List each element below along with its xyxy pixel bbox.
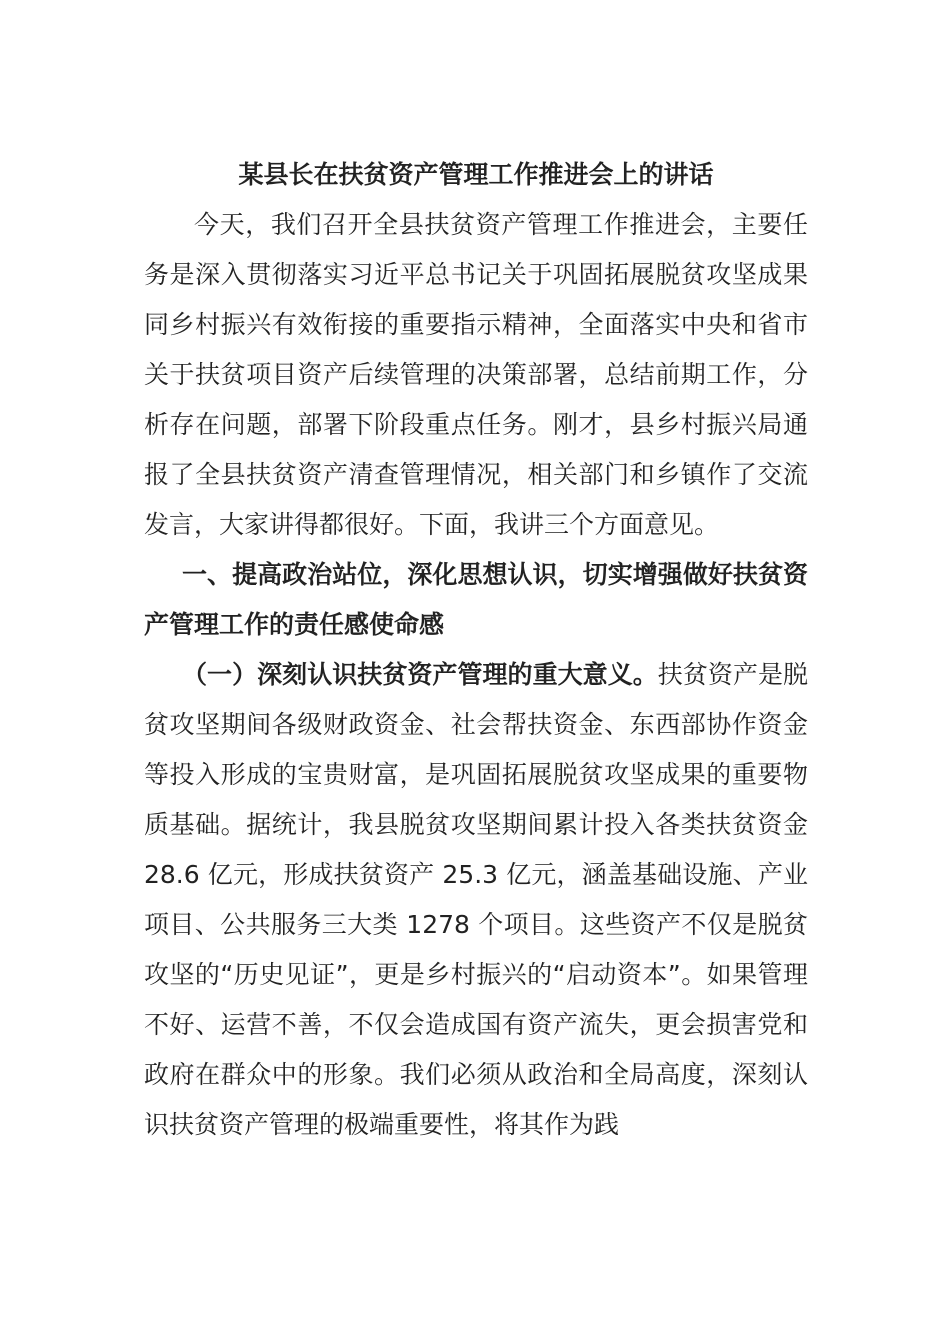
subsection-heading-1: （一）深刻认识扶贫资产管理的重大意义。	[182, 660, 658, 689]
subsection-paragraph-1	[144, 650, 808, 1150]
subsection-body-1: 扶贫资产是脱贫攻坚期间各级财政资金、社会帮扶资金、东西部协作资金等投入形成的宝贵财富，是巩固拓展脱贫攻坚成果的重要物质基础。据统计，我县脱贫攻坚期间累计投入各类扶贫资金 28.6 亿元，形成扶贫资产 25.3 亿元，涵盖基础设施、产业项目、公共服务三大类 1278 个项目。这些资产不仅是脱贫攻坚的“历史见证”，更是乡村振兴的“启动资本”。如果管理不好、运营不善，不仅会造成国有资产流失，更会损害党和政府在群众中的形象。我们必须从政治和全局高度，深刻认识扶贫资产管理的极端重要性，将其作为践	[144, 660, 808, 1139]
intro-paragraph: 今天，我们召开全县扶贫资产管理工作推进会，主要任务是深入贯彻落实习近平总书记关于巩固拓展脱贫攻坚成果同乡村振兴有效衔接的重要指示精神，全面落实中央和省市关于扶贫项目资产后续管理的决策部署，总结前期工作，分析存在问题，部署下阶段重点任务。刚才，县乡村振兴局通报了全县扶贫资产清查管理情况，相关部门和乡镇作了交流发言，大家讲得都很好。下面，我讲三个方面意见。	[144, 210, 808, 539]
document-page	[144, 150, 808, 1150]
document-title: 某县长在扶贫资产管理工作推进会上的讲话	[238, 160, 714, 189]
section-heading-1: 一、提高政治站位，深化思想认识，切实增强做好扶贫资产管理工作的责任感使命感	[144, 560, 808, 639]
